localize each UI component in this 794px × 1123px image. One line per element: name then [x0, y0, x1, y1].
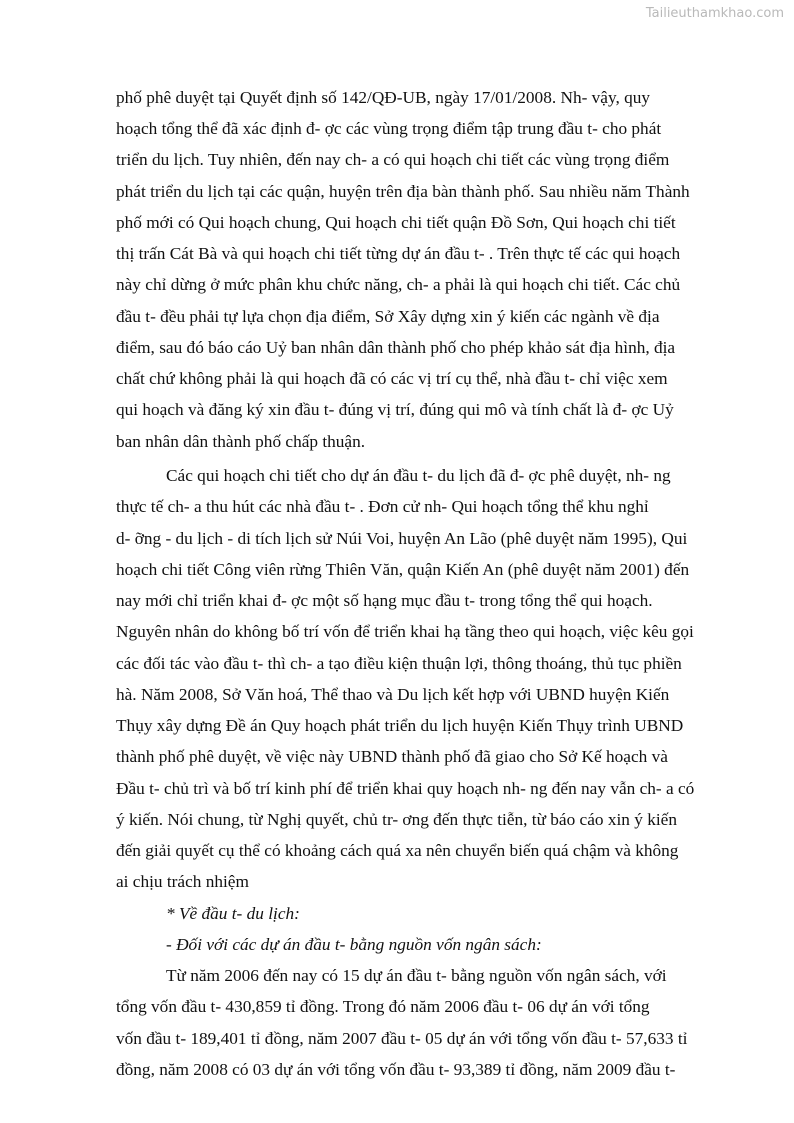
text-line: đồng, năm 2008 có 03 dự án với tổng vốn đầu t- 93,389 tỉ đồng, năm 2009 đầu t-: [116, 1060, 676, 1079]
text-line: Đầu t- chủ trì và bố trí kinh phí để triển khai quy hoạch nh- ng đến nay vẫn ch- a có: [116, 779, 695, 798]
text-line: các đối tác vào đầu t- thì ch- a tạo điều kiện thuận lợi, thông thoáng, thủ tục phiền: [116, 654, 682, 673]
text-line: triển du lịch. Tuy nhiên, đến nay ch- a có qui hoạch chi tiết các vùng trọng điểm: [116, 150, 670, 169]
text-line: chất chứ không phải là qui hoạch đã có các vị trí cụ thể, nhà đầu t- chỉ việc xem: [116, 369, 668, 388]
text-line: điểm, sau đó báo cáo Uỷ ban nhân dân thành phố cho phép khảo sát địa hình, địa: [116, 338, 676, 357]
text-line: ai chịu trách nhiệm: [116, 872, 249, 891]
text-line: phát triển du lịch tại các quận, huyện trên địa bàn thành phố. Sau nhiều năm Thành: [116, 182, 690, 201]
text-line: thực tế ch- a thu hút các nhà đầu t- . Đơn cử nh- Qui hoạch tổng thể khu nghỉ: [116, 497, 649, 516]
text-line: d- ỡng - du lịch - di tích lịch sử Núi Voi, huyện An Lão (phê duyệt năm 1995), Qui: [116, 529, 688, 548]
text-line: vốn đầu t- 189,401 tỉ đồng, năm 2007 đầu t- 05 dự án với tổng vốn đầu t- 57,633 tỉ: [116, 1029, 688, 1048]
text-line: ban nhân dân thành phố chấp thuận.: [116, 432, 366, 451]
text-line: thành phố phê duyệt, về việc này UBND thành phố đã giao cho Sở Kế hoạch và: [116, 747, 668, 766]
watermark: Tailieuthamkhao.com: [645, 6, 784, 21]
paragraph-first-line: Các qui hoạch chi tiết cho dự án đầu t- du lịch đã đ- ợc phê duyệt, nh- ng: [166, 466, 671, 485]
text-line: tổng vốn đầu t- 430,859 tỉ đồng. Trong đó năm 2006 đầu t- 06 dự án với tổng: [116, 997, 650, 1016]
text-line: phố mới có Qui hoạch chung, Qui hoạch chi tiết quận Đồ Sơn, Qui hoạch chi tiết: [116, 213, 676, 232]
text-line: hoạch chi tiết Công viên rừng Thiên Văn, quận Kiến An (phê duyệt năm 2001) đến: [116, 560, 690, 579]
section-heading: * Về đầu t- du lịch:: [166, 904, 300, 923]
text-line: đầu t- đều phải tự lựa chọn địa điểm, Sở Xây dựng xin ý kiến các ngành về địa: [116, 307, 660, 326]
text-line: này chỉ dừng ở mức phân khu chức năng, ch- a phải là qui hoạch chi tiết. Các chủ: [116, 275, 681, 294]
text-line: hà. Năm 2008, Sở Văn hoá, Thể thao và Du lịch kết hợp với UBND huyện Kiến: [116, 685, 670, 704]
text-line: đến giải quyết cụ thể có khoảng cách quá xa nên chuyển biến quá chậm và không: [116, 841, 679, 860]
text-line: Nguyên nhân do không bố trí vốn để triển khai hạ tầng theo qui hoạch, việc kêu gọi: [116, 622, 694, 641]
text-line: Thụy xây dựng Đề án Quy hoạch phát triển du lịch huyện Kiến Thụy trình UBND: [116, 716, 684, 735]
text-line: thị trấn Cát Bà và qui hoạch chi tiết từng dự án đầu t- . Trên thực tế các qui hoạch: [116, 244, 681, 263]
text-line: phố phê duyệt tại Quyết định số 142/QĐ-UB, ngày 17/01/2008. Nh- vậy, quy: [116, 88, 651, 107]
paragraph-first-line: Từ năm 2006 đến nay có 15 dự án đầu t- bằng nguồn vốn ngân sách, với: [166, 966, 667, 985]
text-line: ý kiến. Nói chung, từ Nghị quyết, chủ tr- ơng đến thực tiễn, từ báo cáo xin ý kiến: [116, 810, 677, 829]
subsection-heading: - Đối với các dự án đầu t- bằng nguồn vốn ngân sách:: [166, 935, 542, 954]
text-line: nay mới chỉ triển khai đ- ợc một số hạng mục đầu t- trong tổng thể qui hoạch.: [116, 591, 653, 610]
text-line: hoạch tổng thể đã xác định đ- ợc các vùng trọng điểm tập trung đầu t- cho phát: [116, 119, 662, 138]
text-line: qui hoạch và đăng ký xin đầu t- đúng vị trí, đúng qui mô và tính chất là đ- ợc Uỷ: [116, 400, 674, 419]
